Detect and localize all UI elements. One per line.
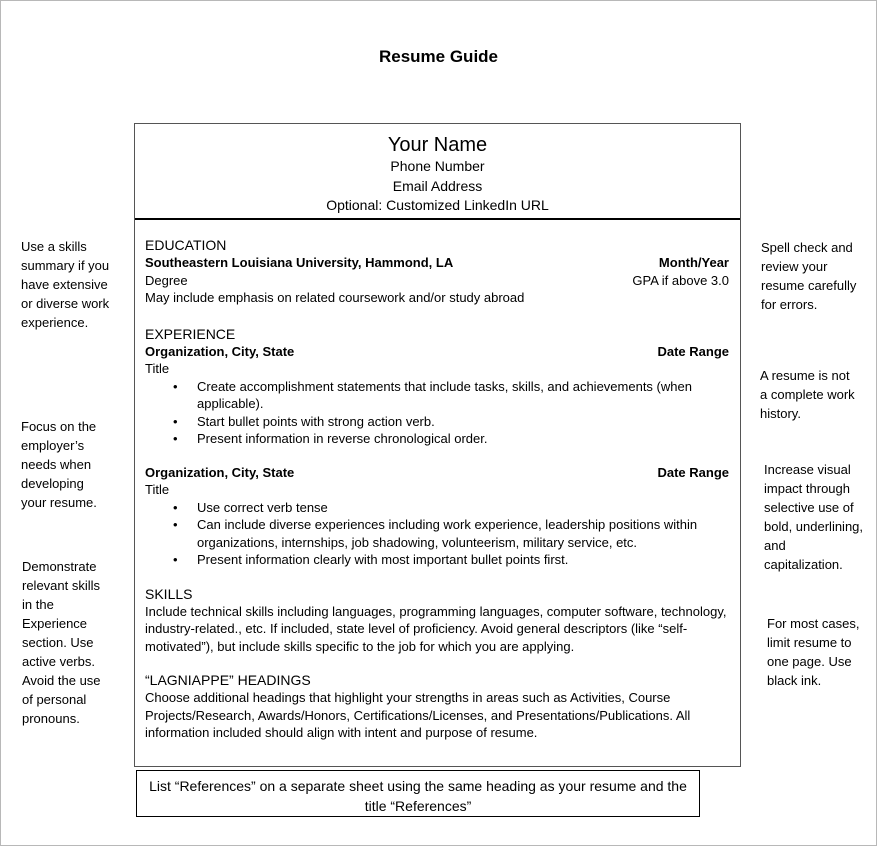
resume-header xyxy=(135,124,740,220)
job-org: Organization, City, State xyxy=(145,464,295,480)
job-bullet: • Create accomplishment statements that include tasks, skills, and achievements (when applicable). xyxy=(197,378,729,413)
job-bullet: • Start bullet points with strong action verb. xyxy=(197,413,729,431)
resume-template xyxy=(134,123,741,767)
education-degree-row xyxy=(145,272,729,290)
education-gpa: GPA if above 3.0 xyxy=(632,272,729,288)
job-bullet: • Present information in reverse chronological order. xyxy=(197,430,729,448)
job-bullet: • Can include diverse experiences including work experience, leadership positions within organizations, internships, job shadowing, volunteerism, military service, etc. xyxy=(197,516,729,551)
job-bullet-list xyxy=(145,499,729,569)
job-org-row xyxy=(145,343,729,361)
left-note: Demonstrate relevant skills in the Experience section. Use active verbs. Avoid the use of personal pronouns. xyxy=(22,559,101,726)
resume-linkedin: Optional: Customized LinkedIn URL xyxy=(326,197,549,213)
education-heading: EDUCATION xyxy=(145,237,227,253)
lagniappe-heading: “LAGNIAPPE” HEADINGS xyxy=(145,672,311,688)
resume-phone: Phone Number xyxy=(390,158,485,174)
job-date: Date Range xyxy=(657,464,729,480)
job-title: Title xyxy=(145,482,170,497)
lagniappe-text: Choose additional headings that highlight your strengths in areas such as Activities, Course Projects/Research, Awards/Honors, Certifications/Licenses, and Presentations/Publications. All information included should align with intent and purpose of resume. xyxy=(145,690,691,740)
job-org-row xyxy=(145,464,729,482)
job-org: Organization, City, State xyxy=(145,343,295,359)
job-date: Date Range xyxy=(657,343,729,359)
education-note: May include emphasis on related coursework and/or study abroad xyxy=(145,290,525,305)
job-title: Title xyxy=(145,361,170,376)
resume-email: Email Address xyxy=(392,177,483,194)
left-note: Use a skills summary if you have extensive or diverse work experience. xyxy=(21,239,110,330)
experience-heading: EXPERIENCE xyxy=(145,325,236,342)
resume-body xyxy=(145,236,729,742)
skills-text: Include technical skills including languages, programming languages, computer software, technology, industry-related., etc. If included, state level of proficiency. Avoid general descriptors (like “self-motivated”), but include skills specific to the job for which you are applying. xyxy=(145,603,727,654)
education-degree: Degree xyxy=(145,272,188,288)
education-school-row xyxy=(145,254,729,272)
right-note: A resume is not a complete work history. xyxy=(760,368,855,421)
references-note: List “References” on a separate sheet using the same heading as your resume and the title “References” xyxy=(136,770,700,817)
right-note: For most cases, limit resume to one page. Use black ink. xyxy=(767,616,860,688)
job-bullet: • Present information clearly with most important bullet points first. xyxy=(197,551,729,569)
job-bullet-list xyxy=(145,378,729,448)
education-date: Month/Year xyxy=(658,255,729,270)
page-title: Resume Guide xyxy=(378,47,499,66)
education-school: Southeastern Louisiana University, Hammond, LA xyxy=(145,255,454,270)
right-note: Increase visual impact through selective use of bold, underlining, and capitalization. xyxy=(764,462,864,572)
job-bullet: • Use correct verb tense xyxy=(197,499,729,517)
left-note: Focus on the employer’s needs when developing your resume. xyxy=(21,419,97,510)
skills-heading: SKILLS xyxy=(145,585,193,602)
right-note: Spell check and review your resume carefully for errors. xyxy=(761,240,857,312)
resume-name: Your Name xyxy=(387,134,488,156)
